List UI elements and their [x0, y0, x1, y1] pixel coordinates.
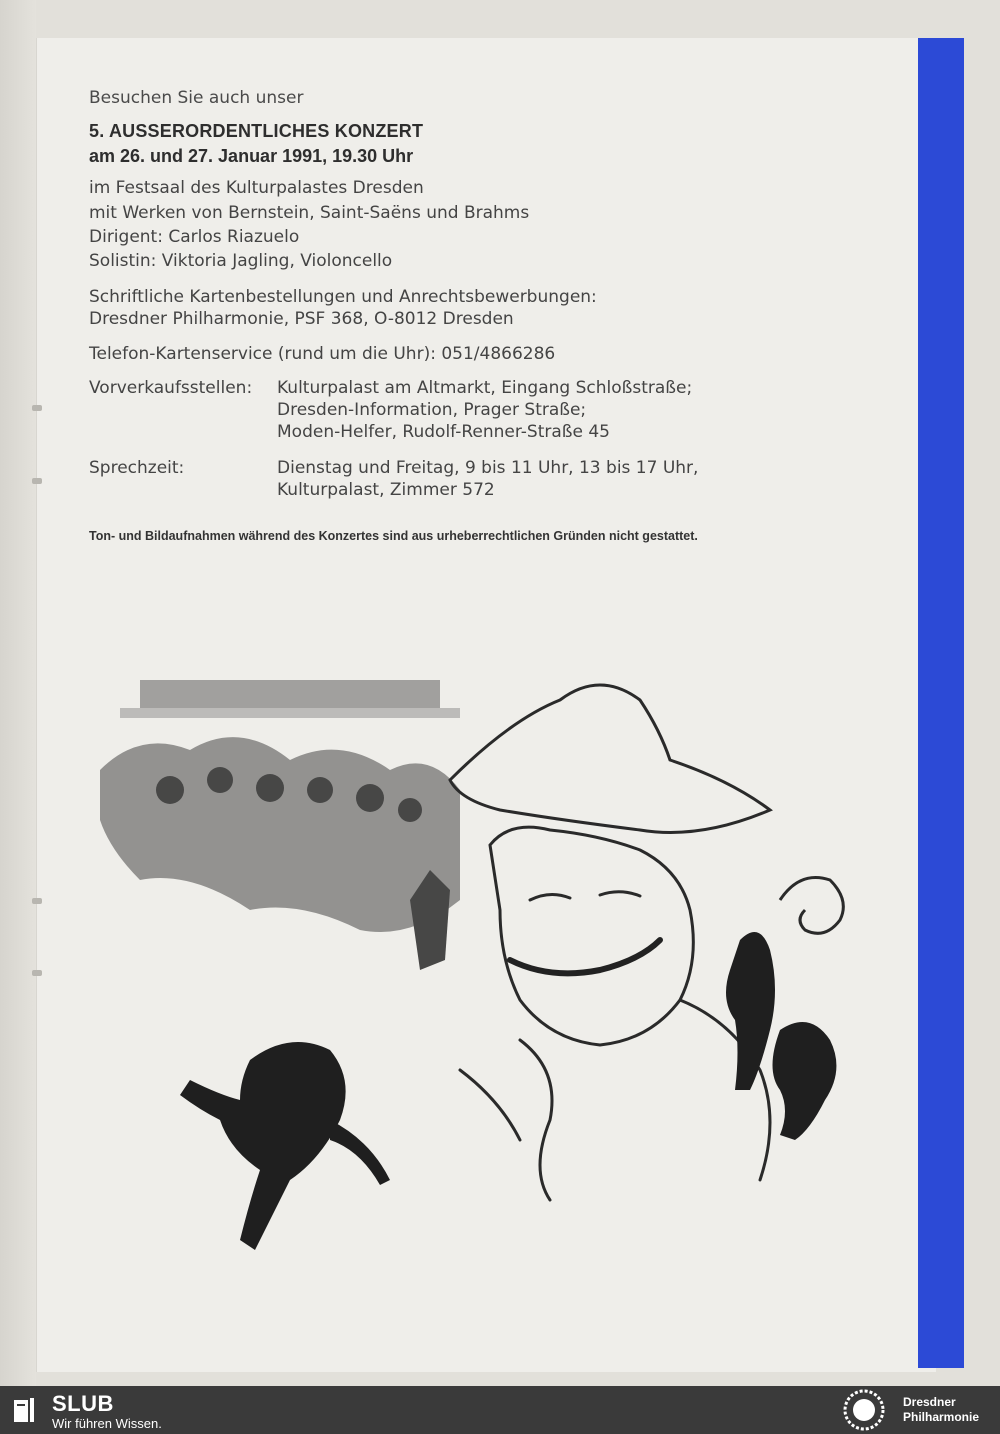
soloist-line: Solistin: Viktoria Jagling, Violoncello	[89, 251, 393, 271]
footer-bar	[0, 1386, 1000, 1434]
intro-text: Besuchen Sie auch unser	[89, 88, 304, 108]
venue-line: im Festsaal des Kulturpalastes Dresden	[89, 178, 424, 198]
presale-line: Kulturpalast am Altmarkt, Eingang Schloßstraße;	[277, 378, 693, 398]
hours-line: Kulturpalast, Zimmer 572	[277, 480, 495, 500]
orders-heading: Schriftliche Kartenbestellungen und Anrechtsbewerbungen:	[89, 287, 597, 307]
concert-illustration	[80, 640, 880, 1260]
concert-title: 5. AUSSERORDENTLICHES KONZERT	[89, 121, 424, 141]
presale-line: Dresden-Information, Prager Straße;	[277, 400, 587, 420]
slub-tagline: Wir führen Wissen.	[52, 1416, 162, 1431]
philharmonie-name-line1: Dresdner	[903, 1395, 956, 1409]
man-with-hat-sketch	[450, 685, 770, 1200]
orders-address: Dresdner Philharmonie, PSF 368, O-8012 Dresden	[89, 309, 514, 329]
conductor-line: Dirigent: Carlos Riazuelo	[89, 227, 300, 247]
ornament-scroll	[780, 878, 843, 934]
program-line: mit Werken von Bernstein, Saint-Saëns und Brahms	[89, 203, 530, 223]
cherub-figures	[726, 932, 836, 1140]
slub-name: SLUB	[52, 1391, 114, 1416]
crowd-scene	[100, 680, 460, 970]
dancing-figure	[180, 1042, 390, 1250]
hours-line: Dienstag und Freitag, 9 bis 11 Uhr, 13 bis 17 Uhr,	[277, 458, 699, 478]
staple-mark	[32, 478, 42, 484]
concert-date: am 26. und 27. Januar 1991, 19.30 Uhr	[89, 146, 414, 166]
phone-service-line: Telefon-Kartenservice (rund um die Uhr): 051/4866286	[89, 344, 556, 364]
recording-notice: Ton- und Bildaufnahmen während des Konzertes sind aus urheberrechtlichen Gründen nicht gestattet.	[89, 529, 698, 543]
dresdner-philharmonie-logo-icon	[842, 1388, 886, 1432]
hours-label: Sprechzeit:	[89, 458, 185, 478]
staple-mark	[32, 970, 42, 976]
page-gutter	[0, 0, 36, 1386]
blue-accent-band	[918, 38, 964, 1368]
presale-label: Vorverkaufsstellen:	[89, 378, 253, 398]
staple-mark	[32, 898, 42, 904]
philharmonie-name-line2: Philharmonie	[903, 1410, 980, 1424]
slub-logo-icon	[12, 1396, 38, 1424]
staple-mark	[32, 405, 42, 411]
presale-line: Moden-Helfer, Rudolf-Renner-Straße 45	[277, 422, 610, 442]
